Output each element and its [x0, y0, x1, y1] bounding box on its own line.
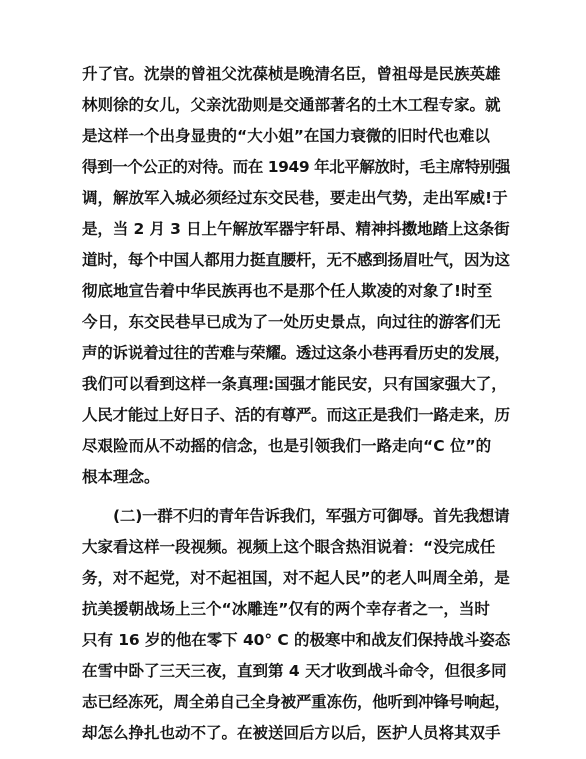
text-line: 升了官。沈崇的曾祖父沈葆桢是晚清名臣，曾祖母是民族英雄 [82, 65, 501, 83]
text-line: 尽艰险而从不动摇的信念，也是引领我们一路走向“C 位”的 [82, 437, 492, 455]
text-line: 彻底地宣告着中华民族再也不是那个任人欺凌的对象了!时至 [82, 282, 493, 300]
text-line: 人民才能过上好日子、活的有尊严。而这正是我们一路走来，历 [82, 406, 510, 424]
text-line: 是这样一个出身显贵的“大小姐”在国力衰微的旧时代也难以 [82, 127, 490, 145]
text-line: 在雪中卧了三天三夜，直到第 4 天才收到战斗命令，但很多同 [82, 662, 507, 680]
text-line: 志已经冻死，周全弟自己全身被严重冻伤，他听到冲锋号响起， [82, 693, 510, 711]
text-line: 声的诉说着过往的苦难与荣耀。透过这条小巷再看历史的发展， [82, 344, 510, 362]
text-line: 是，当 2 月 3 日上午解放军器宇轩昂、精神抖擞地踏上这条街 [82, 220, 510, 238]
text-line: 我们可以看到这样一条真理:国强才能民安，只有国家强大了， [82, 375, 507, 393]
text-line: 务，对不起党，对不起祖国，对不起人民”的老人叫周全弟，是 [82, 569, 510, 587]
text-line: 根本理念。 [82, 468, 160, 486]
text-line: 抗美援朝战场上三个“冰雕连”仅有的两个幸存者之一，当时 [82, 600, 490, 618]
text-line: 林则徐的女儿，父亲沈劭则是交通部著名的土木工程专家。就 [82, 96, 501, 114]
text-line: 却怎么挣扎也动不了。在被送回后方以后，医护人员将其双手 [82, 724, 501, 742]
text-line: 道时，每个中国人都用力挺直腰杆，无不感到扬眉吐气，因为这 [82, 251, 510, 269]
text-line: (二)一群不归的青年告诉我们，军强方可御辱。首先我想请 [113, 507, 510, 525]
text-line: 今日，东交民巷早已成为了一处历史景点，向过往的游客们无 [82, 313, 501, 331]
text-line: 得到一个公正的对待。而在 1949 年北平解放时，毛主席特别强 [82, 158, 511, 176]
text-line: 调，解放军入城必须经过东交民巷，要走出气势，走出军威!于 [82, 189, 508, 207]
text-line: 只有 16 岁的他在零下 40° C 的极寒中和战友们保持战斗姿态 [82, 631, 511, 649]
text-line: 大家看这样一段视频。视频上这个眼含热泪说着：“没完成任 [82, 538, 496, 556]
